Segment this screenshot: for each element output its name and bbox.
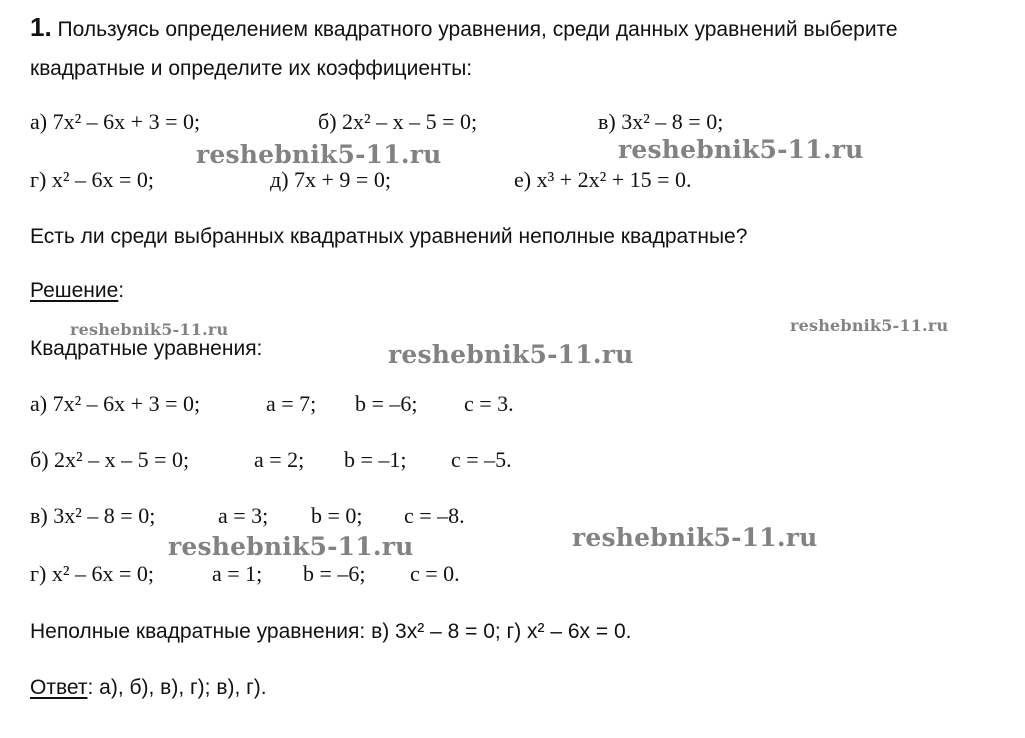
equation-e: е) x³ + 2x² + 15 = 0. [514, 167, 692, 192]
solution-row-g-coef-a: a = 1; [212, 561, 263, 586]
solution-row-g-coef-c: c = 0. [410, 561, 460, 586]
quadratic-equations-label: Квадратные уравнения: [30, 337, 263, 360]
watermark-4: reshebnik5-11.ru [790, 316, 949, 335]
solution-row-a-coef-a: a = 7; [266, 391, 317, 416]
solution-heading-colon: : [118, 279, 125, 302]
equation-g: г) x² – 6x = 0; [30, 167, 154, 192]
solution-row-g-coef-b: b = –6; [303, 561, 366, 586]
answer-line [30, 675, 267, 701]
equation-b: б) 2x² – x – 5 = 0; [318, 109, 478, 134]
solution-row-v-coef-a: a = 3; [218, 503, 269, 528]
solution-row-b-coef-c: c = –5. [451, 447, 512, 472]
task-text-line2: квадратные и определите их коэффициенты: [30, 57, 473, 80]
problem-number: 1. [30, 12, 52, 42]
equation-a: а) 7x² – 6x + 3 = 0; [30, 109, 201, 134]
watermark-6: reshebnik5-11.ru [572, 523, 818, 552]
solution-row-a-equation: а) 7x² – 6x + 3 = 0; [30, 391, 201, 416]
solution-row-v-coef-b: b = 0; [311, 503, 363, 528]
solution-row-a-coef-b: b = –6; [355, 391, 418, 416]
equation-d: д) 7x + 9 = 0; [270, 167, 391, 192]
solution-row-g-equation: г) x² – 6x = 0; [30, 561, 154, 586]
equation-v: в) 3x² – 8 = 0; [598, 109, 724, 134]
solution-row-a-coef-c: c = 3. [464, 391, 514, 416]
question-text: Есть ли среди выбранных квадратных уравнений неполные квадратные? [30, 225, 748, 248]
incomplete-equations-text: Неполные квадратные уравнения: в) 3x² – 8 = 0; г) x² – 6x = 0. [30, 620, 632, 643]
watermark-1: reshebnik5-11.ru [196, 140, 442, 169]
watermark-2: reshebnik5-11.ru [618, 135, 864, 164]
watermark-3: reshebnik5-11.ru [70, 320, 229, 339]
solution-row-v-equation: в) 3x² – 8 = 0; [30, 503, 156, 528]
solution-row-b-equation: б) 2x² – x – 5 = 0; [30, 447, 190, 472]
solution-row-b-coef-b: b = –1; [344, 447, 407, 472]
solution-row-b-coef-a: a = 2; [254, 447, 305, 472]
answer-text: : а), б), в), г); в), г). [87, 676, 267, 699]
solution-heading-label: Решение [30, 279, 119, 302]
solution-row-v-coef-c: c = –8. [404, 503, 465, 528]
answer-label: Ответ [30, 676, 88, 699]
watermark-7: reshebnik5-11.ru [168, 532, 414, 561]
problem-statement-line1 [30, 14, 898, 43]
task-text-line1: Пользуясь определением квадратного уравнения, среди данных уравнений выберите [57, 18, 898, 41]
solution-heading [30, 278, 124, 304]
watermark-5: reshebnik5-11.ru [388, 340, 634, 369]
